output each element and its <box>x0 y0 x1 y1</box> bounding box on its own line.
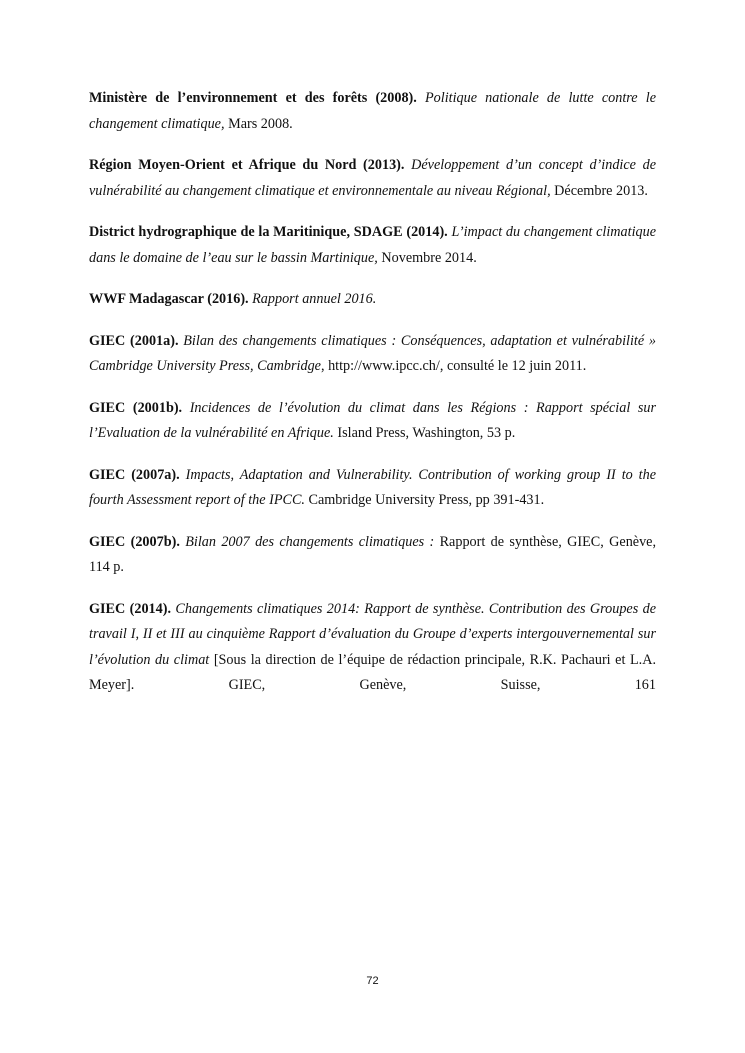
reference-entry <box>89 463 656 514</box>
page-number: 72 <box>366 975 379 987</box>
reference-entry <box>89 86 656 137</box>
reference-author: WWF Madagascar (2016). <box>89 291 249 307</box>
reference-author: GIEC (2007b). <box>89 533 180 550</box>
reference-title: Incidences de l’évolution du climat dans les Régions : Rapport spécial sur l’Evaluation de la vulnérabilité en Afrique. <box>89 399 656 441</box>
reference-entry <box>89 530 656 581</box>
reference-title: Changements climatiques 2014: Rapport de synthèse. Contribution des Groupes de travail I, II et III au cinquième Rapport d’évaluation du Groupe d’experts intergouvernemental sur l’évolution du climat <box>89 600 656 668</box>
reference-author: District hydrographique de la Maritinique, SDAGE (2014). <box>89 224 448 240</box>
reference-entry <box>89 329 656 380</box>
reference-author: GIEC (2014). <box>89 600 172 617</box>
reference-author: GIEC (2001a). <box>89 332 179 349</box>
reference-title: Rapport annuel 2016. <box>252 291 377 307</box>
reference-title: Impacts, Adaptation and Vulnerability. Contribution of working group II to the fourth Assessment report of the IPCC. <box>89 466 656 508</box>
reference-author: Ministère de l’environnement et des forêts (2008). <box>89 90 417 106</box>
reference-title: Politique nationale de lutte contre le changement climatique, <box>89 90 656 132</box>
reference-author: GIEC (2001b). <box>89 399 183 416</box>
reference-details: Island Press, Washington, 53 p. <box>337 425 516 441</box>
reference-entry <box>89 396 656 447</box>
reference-author: Région Moyen-Orient et Afrique du Nord (2013). <box>89 157 405 173</box>
reference-author: GIEC (2007a). <box>89 466 180 483</box>
reference-entry <box>89 287 656 313</box>
reference-details: Cambridge University Press, pp 391-431. <box>308 492 545 508</box>
reference-details: Novembre 2014. <box>381 249 477 266</box>
reference-details: [Sous la direction de l’équipe de rédaction principale, R.K. Pachauri et L.A. Meyer]. GIEC, Genève, Suisse, 161 <box>89 651 656 693</box>
reference-list <box>89 86 656 715</box>
reference-entry <box>89 153 656 204</box>
reference-details: Rapport de synthèse, GIEC, Genève, 114 p. <box>89 533 657 575</box>
reference-details: Décembre 2013. <box>554 182 648 199</box>
reference-details: , http://www.ipcc.ch/, consulté le 12 juin 2011. <box>320 358 587 374</box>
reference-entry <box>89 220 656 271</box>
reference-title: L’impact du changement climatique dans le domaine de l’eau sur le bassin Martinique, <box>89 224 657 266</box>
reference-title: Bilan 2007 des changements climatiques : <box>185 533 435 550</box>
reference-title: Développement d’un concept d’indice de vulnérabilité au changement climatique et environnementale au niveau Régional, <box>89 157 656 199</box>
reference-entry <box>89 597 656 699</box>
reference-details: Mars 2008. <box>228 115 293 132</box>
reference-title: Bilan des changements climatiques : Conséquences, adaptation et vulnérabilité » Cambridge University Press, Cambridge <box>89 332 657 374</box>
